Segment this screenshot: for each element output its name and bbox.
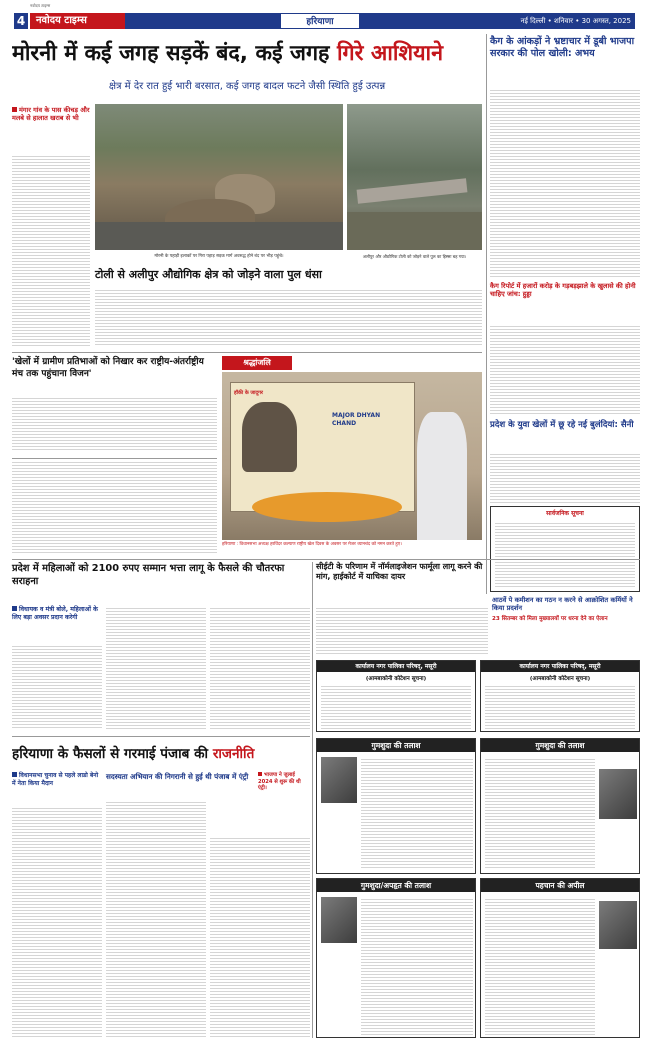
bullet-square-icon: [12, 107, 17, 112]
bullet-square-icon: [12, 772, 17, 777]
public-notice-ad: [490, 506, 640, 592]
rule-v2: [312, 562, 313, 1038]
punjab-body-2: [106, 800, 206, 1038]
punjab-bullet: [12, 772, 102, 804]
rule-h2: [12, 458, 217, 459]
lead-side-bullet: [12, 106, 90, 150]
identity-appeal-body: [485, 897, 595, 1035]
cet-headline: सीईटी के परिणाम में नॉर्मलाइजेशन फार्मूला लागू करने की मांग, हाईकोर्ट में याचिका दायर: [316, 562, 483, 581]
rule-v1: [486, 34, 487, 594]
notice-1-subtitle: (आमबाकोनी कोटेशन सूचना): [365, 676, 427, 682]
public-notice-body: [495, 521, 635, 589]
missing-2-body: [485, 757, 595, 869]
missing-1-photo: [321, 757, 357, 803]
missing-dead-title: गुमशुदा/अपहृत की तलाश: [317, 879, 475, 892]
women-headline: प्रदेश में महिलाओं को 2100 रुपए सम्मान भत्ता लागू के फैसले की चौतरफा सराहना: [12, 563, 285, 587]
punjab-pullquote: [258, 772, 310, 832]
missing-1-title: गुमशुदा की तलाश: [317, 739, 475, 752]
commission-pullquote: 23 सितम्बर को मिला मुख्यालयों पर धरना देने का ऐलान: [492, 615, 608, 622]
rule-h1: [12, 352, 482, 353]
masthead: [0, 0, 650, 30]
missing-2-photo: [599, 769, 637, 819]
sports-headline: 'खेलों में ग्रामीण प्रतिभाओं को निखार कर राष्ट्रीय-अंतर्राष्ट्रीय मंच तक पहुंचाना विजन': [12, 357, 204, 379]
women-body-2: [106, 606, 206, 730]
lead-subhead: क्षेत्र में देर रात हुई भारी बरसात, कई जगह बादल फटने जैसी स्थिति हुई उत्पन्न: [108, 81, 386, 92]
tiny-label: नवोदय टाइम्स: [30, 3, 51, 8]
bullet-square-icon: [12, 606, 17, 611]
identity-appeal-photo: [599, 901, 637, 949]
public-notice-label: सार्वजनिक सूचना: [546, 510, 584, 517]
corruption-body-2: [490, 324, 640, 414]
missing-1-body: [361, 757, 473, 869]
page-number: 4: [14, 13, 28, 29]
punjab-headline-black: हरियाणा के फैसलों से गरमाई पंजाब की: [12, 746, 213, 762]
cet-body: [316, 606, 488, 656]
notice-2-body: [485, 684, 635, 730]
lead-photo2-caption: अलीपुर और औद्योगिक टोली को जोड़ने वाले पुल का हिस्सा बह गया।: [362, 254, 467, 259]
tribute-banner-left: हॉकी के जादूगर: [234, 390, 263, 396]
tribute-portrait: [242, 402, 297, 472]
women-bullet: [12, 606, 102, 642]
tribute-person: [417, 412, 467, 540]
photo-road: [95, 222, 343, 250]
lead-headline-red: गिरे आशियाने: [336, 41, 444, 66]
corruption-body-1: [490, 88, 640, 278]
rule-h4: [12, 736, 310, 737]
corruption-headline: कैग के आंकड़ों ने भ्रष्टाचार में डूबी भाजपा सरकार की पोल खोली: अभय: [490, 36, 635, 59]
notice-1: [316, 660, 476, 732]
photo-water: [347, 212, 482, 250]
section-name: हरियाणा: [280, 13, 360, 29]
lead-photo-bridge: [347, 104, 482, 250]
missing-dead: [316, 878, 476, 1038]
tribute-caption: हरियाणा : विधानसभा अध्यक्ष हरविंदर कल्याण राष्ट्रीय खेल दिवस के अवसर पर मेजर ध्यानचंद को नमन करते हुए।: [222, 542, 402, 547]
punjab-body-1: [12, 806, 102, 1038]
sub-story-headline: टोली से अलीपुर औद्योगिक क्षेत्र को जोड़ने वाला पुल धंसा: [95, 268, 322, 281]
bullet-square-icon: [258, 772, 262, 776]
lead-photo-caption: मोरनी के पहाड़ी इलाकों पर गिरा पहाड़ सड़क मार्ग अवरुद्ध होने बंद पर भीड़ पहुंचे।: [154, 254, 284, 259]
punjab-bullet-text: विधानसभा चुनाव से पहले लाडो बेनो में नेता किया मैदान: [12, 772, 99, 787]
notice-2-subtitle: (आमबाकोनी कोटेशन सूचना): [529, 676, 591, 682]
punjab-subheadline: सदस्यता अभियान की निगरानी से हुई थी पंजाब में एंट्री: [106, 772, 249, 781]
tribute-photo: [222, 372, 482, 540]
photo-bridge-deck: [357, 178, 468, 203]
women-bullet-text: विधायक व मंत्री बोले, महिलाओं के लिए बड़ा अवसर प्रदान करेगी: [12, 606, 98, 621]
notice-2-title: कार्यालय नगर पालिका परिषद्, मसूरी: [481, 661, 639, 672]
missing-1: [316, 738, 476, 874]
punjab-headline: [12, 739, 310, 769]
identity-appeal-title: पहचान की अपील: [481, 879, 639, 892]
corruption-red-deck: कैग रिपोर्ट में हजारों करोड़ के गड़बड़झाले के खुलासे की होनी चाहिए जांच: हुड्डा: [490, 282, 636, 298]
side-story-body: [490, 452, 640, 504]
sports-body: [12, 396, 217, 452]
sub-story-body: [95, 288, 482, 346]
paper-name: नवोदय टाइम्स: [30, 13, 125, 29]
rule-h3: [12, 559, 640, 560]
notice-1-body: [321, 684, 471, 730]
women-body-3: [210, 606, 310, 730]
lead-headline-black: मोरनी में कई जगह सड़कें बंद, कई जगह: [12, 41, 337, 66]
identity-appeal: [480, 878, 640, 1038]
tribute-headline: श्रद्धांजलि: [222, 356, 292, 370]
lead-body-col1: [12, 154, 90, 346]
commission-headline-text: आठवें पे कमीशन का गठन न करने से आक्रोशित कर्मियों ने किया प्रदर्शन: [492, 596, 633, 613]
missing-dead-photo: [321, 897, 357, 943]
notice-2: [480, 660, 640, 732]
lead-photo-landslide: [95, 104, 343, 250]
sports-body-2: [12, 460, 217, 555]
women-body-1: [12, 644, 102, 730]
notice-1-title: कार्यालय नगर पालिका परिषद्, मसूरी: [317, 661, 475, 672]
missing-dead-body: [361, 897, 473, 1035]
side-story-headline: प्रदेश के युवा खेलों में छू रहे नई बुलंदियां: सैनी: [490, 420, 634, 430]
dateline: नई दिल्ली • शनिवार • 30 अगस्त, 2025: [520, 17, 631, 25]
missing-2: [480, 738, 640, 874]
lead-side-bullet-text: मंगार गांव के पास कीचड़ और मलबे से हालात खराब से भी: [12, 106, 90, 122]
tribute-flowers: [252, 492, 402, 522]
missing-2-title: गुमशुदा की तलाश: [481, 739, 639, 752]
punjab-body-3: [210, 836, 310, 1038]
punjab-pullquote-text: भाजपा ने जुलाई 2024 से शुरू की थी एंट्री।: [258, 772, 301, 791]
tribute-banner-right: MAJOR DHYAN CHAND: [332, 412, 381, 427]
lead-headline: [12, 34, 482, 74]
punjab-headline-red: राजनीति: [212, 746, 255, 762]
commission-block: [492, 596, 640, 658]
